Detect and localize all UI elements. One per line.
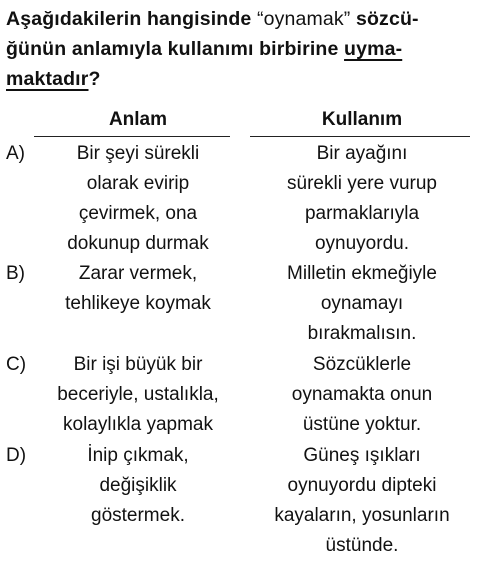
option-a-letter: A) bbox=[6, 143, 25, 164]
option-a-usage-line: oynuyordu. bbox=[314, 233, 409, 254]
option-c-meaning-line: kolaylıkla yapmak bbox=[63, 414, 213, 435]
option-d-meaning-line: göstermek. bbox=[91, 505, 185, 526]
question-part1: Aşağıdakilerin hangisinde bbox=[6, 8, 257, 30]
option-a-usage-line: Bir ayağını bbox=[316, 143, 408, 164]
option-d-usage-line: Güneş ışıkları bbox=[303, 445, 421, 466]
option-d-usage-line: oynuyordu dipteki bbox=[287, 475, 437, 496]
option-b-meaning bbox=[40, 259, 236, 319]
option-c-letter: C) bbox=[6, 354, 27, 375]
meaning-header-divider bbox=[34, 136, 230, 137]
option-d-letter: D) bbox=[6, 445, 27, 466]
option-d-meaning bbox=[40, 441, 236, 531]
option-b-usage-line: Milletin ekmeğiyle bbox=[287, 263, 437, 284]
option-a-usage bbox=[252, 139, 472, 259]
question-line2: ğünün anlamıyla kullanımı birbirine bbox=[6, 38, 345, 60]
question-underlined-1: uyma- bbox=[344, 38, 403, 60]
question-part2: sözcü- bbox=[350, 8, 419, 30]
option-a-meaning-line: çevirmek, ona bbox=[78, 203, 198, 224]
option-a-meaning-line: dokunup durmak bbox=[67, 233, 209, 254]
question-underlined-2: maktadır bbox=[6, 68, 89, 90]
option-a-usage-line: sürekli yere vurup bbox=[287, 173, 437, 194]
option-c-usage bbox=[252, 350, 472, 440]
option-c-usage-line: Sözcüklerle bbox=[312, 354, 412, 375]
question-quoted-word: “oynamak” bbox=[256, 8, 351, 30]
option-d-usage-line: kayaların, yosunların bbox=[274, 505, 450, 526]
option-d-usage-line: üstünde. bbox=[325, 535, 399, 556]
option-a-meaning-line: olarak evirip bbox=[86, 173, 190, 194]
question-end: ? bbox=[88, 68, 101, 90]
usage-header-divider bbox=[250, 136, 470, 137]
question-text bbox=[6, 4, 472, 94]
option-b-usage bbox=[252, 259, 472, 349]
option-b-usage-line: oynamayı bbox=[320, 293, 404, 314]
option-c-meaning bbox=[40, 350, 236, 440]
option-a-meaning bbox=[40, 139, 236, 259]
option-b-letter: B) bbox=[6, 263, 25, 284]
option-c-meaning-line: Bir işi büyük bir bbox=[73, 354, 203, 375]
meaning-column-header: Anlam bbox=[108, 109, 168, 130]
option-d-meaning-line: İnip çıkmak, bbox=[87, 445, 189, 466]
option-c-usage-line: üstüne yoktur. bbox=[302, 414, 422, 435]
option-b-meaning-line: tehlikeye koymak bbox=[65, 293, 211, 314]
option-a-usage-line: parmaklarıyla bbox=[304, 203, 420, 224]
option-c-meaning-line: beceriyle, ustalıkla, bbox=[57, 384, 219, 405]
option-b-usage-line: bırakmalısın. bbox=[307, 323, 417, 344]
option-a-meaning-line: Bir şeyi sürekli bbox=[76, 143, 200, 164]
option-c-usage-line: oynamakta onun bbox=[291, 384, 433, 405]
option-d-usage bbox=[252, 441, 472, 561]
option-b-meaning-line: Zarar vermek, bbox=[78, 263, 198, 284]
option-d-meaning-line: değişiklik bbox=[99, 475, 177, 496]
usage-column-header: Kullanım bbox=[321, 109, 403, 130]
